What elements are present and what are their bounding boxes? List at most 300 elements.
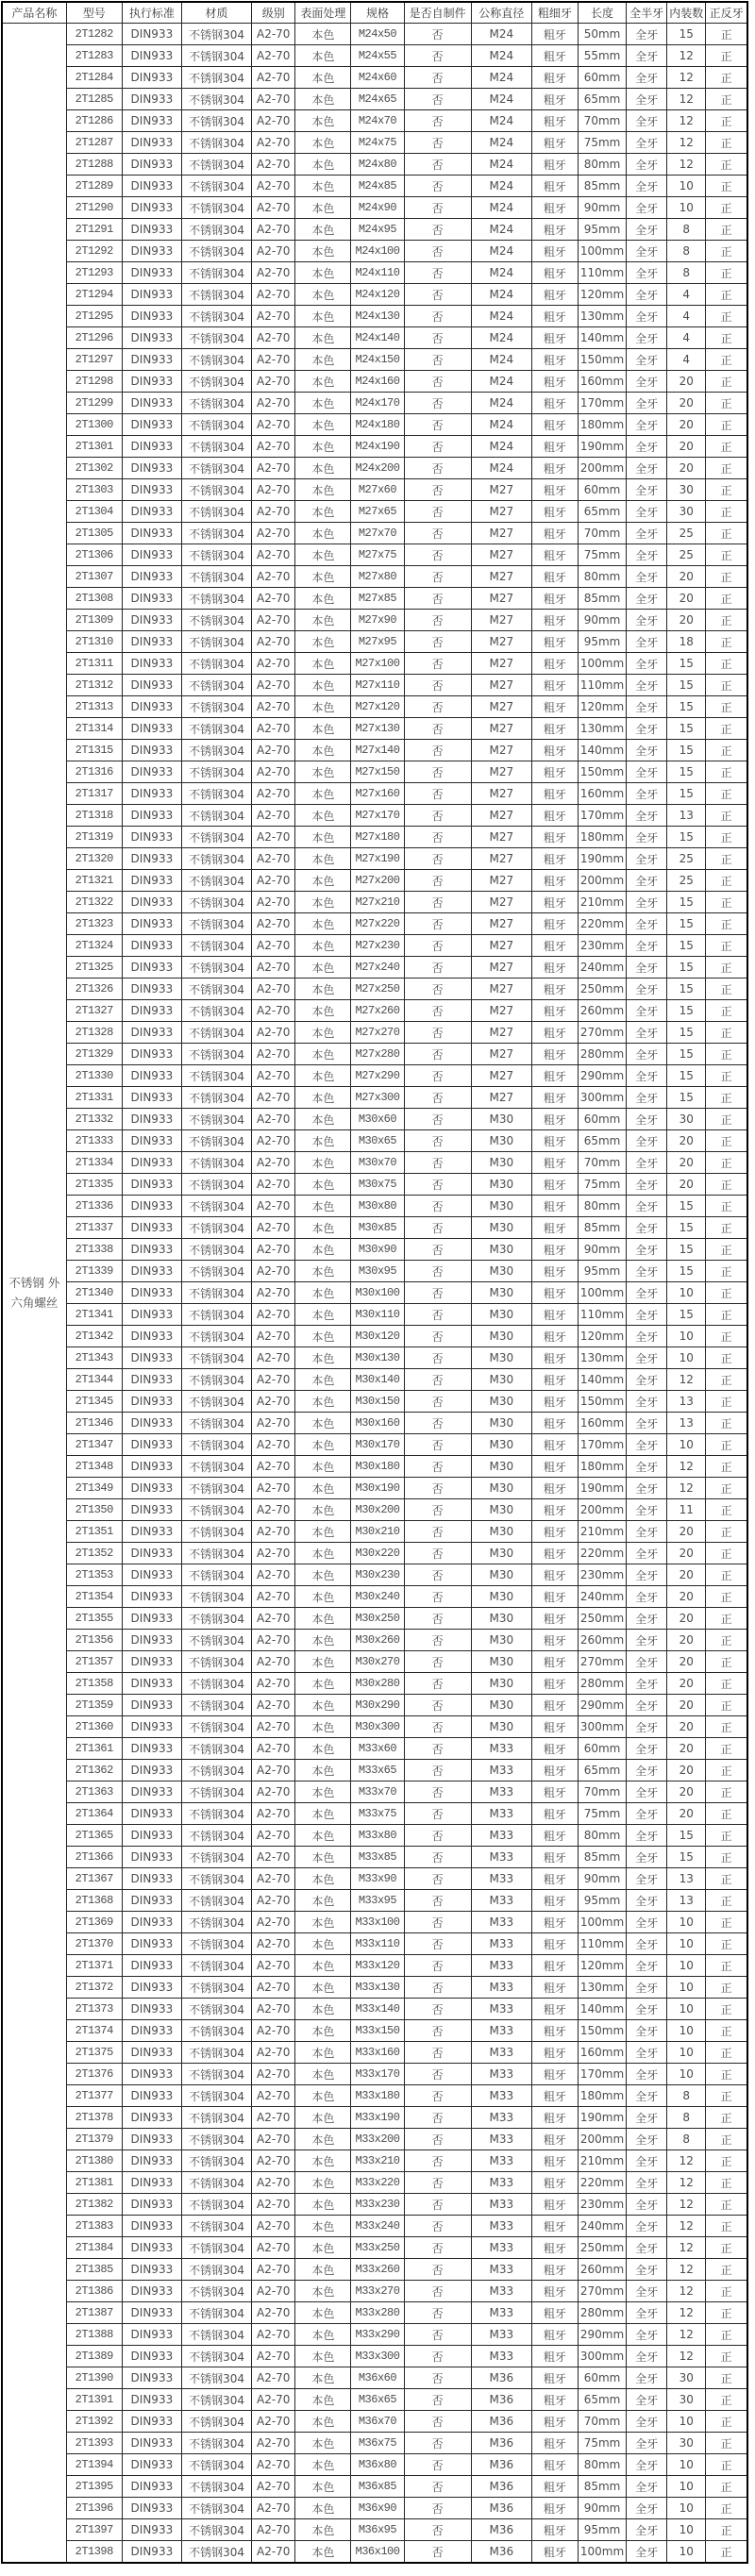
thread-coverage-cell: 全牙 xyxy=(627,284,667,306)
thread-pitch-cell: 粗牙 xyxy=(531,2194,578,2216)
thread-coverage-cell: 全牙 xyxy=(627,1868,667,1890)
self-made-cell: 否 xyxy=(404,2541,471,2564)
material-cell: 不锈钢304 xyxy=(181,1000,251,1022)
table-row xyxy=(2,2150,747,2172)
material-cell: 不锈钢304 xyxy=(181,1152,251,1174)
diameter-cell: M30 xyxy=(471,1391,531,1413)
model-cell: 2T1299 xyxy=(66,393,122,414)
table-row xyxy=(2,1478,747,1499)
self-made-cell: 否 xyxy=(404,1109,471,1130)
thread-coverage-cell: 全牙 xyxy=(627,1196,667,1217)
model-cell: 2T1364 xyxy=(66,1803,122,1825)
grade-cell: A2-70 xyxy=(252,1152,295,1174)
col-header-standard: 执行标准 xyxy=(122,2,181,24)
table-row xyxy=(2,45,747,67)
length-cell: 130mm xyxy=(578,1347,626,1369)
thread-direction-cell: 正 xyxy=(706,1000,747,1022)
thread-direction-cell: 正 xyxy=(706,2150,747,2172)
self-made-cell: 否 xyxy=(404,2172,471,2194)
pack-qty-cell: 15 xyxy=(667,827,706,848)
standard-cell: DIN933 xyxy=(122,1217,181,1239)
thread-direction-cell: 正 xyxy=(706,1326,747,1347)
material-cell: 不锈钢304 xyxy=(181,2085,251,2107)
thread-coverage-cell: 全牙 xyxy=(627,2237,667,2259)
surface-cell: 本色 xyxy=(295,588,351,610)
grade-cell: A2-70 xyxy=(252,2541,295,2564)
model-cell: 2T1390 xyxy=(66,2367,122,2389)
pack-qty-cell: 15 xyxy=(667,1065,706,1087)
pack-qty-cell: 15 xyxy=(667,1196,706,1217)
material-cell: 不锈钢304 xyxy=(181,2237,251,2259)
table-row xyxy=(2,1152,747,1174)
grade-cell: A2-70 xyxy=(252,436,295,458)
material-cell: 不锈钢304 xyxy=(181,501,251,523)
pack-qty-cell: 12 xyxy=(667,2237,706,2259)
self-made-cell: 否 xyxy=(404,805,471,827)
spec-cell: M33x280 xyxy=(351,2302,404,2324)
grade-cell: A2-70 xyxy=(252,2085,295,2107)
grade-cell: A2-70 xyxy=(252,523,295,544)
length-cell: 150mm xyxy=(578,1391,626,1413)
standard-cell: DIN933 xyxy=(122,2259,181,2281)
pack-qty-cell: 15 xyxy=(667,1239,706,1261)
model-cell: 2T1385 xyxy=(66,2259,122,2281)
grade-cell: A2-70 xyxy=(252,1933,295,1955)
grade-cell: A2-70 xyxy=(252,2324,295,2346)
pack-qty-cell: 10 xyxy=(667,176,706,197)
self-made-cell: 否 xyxy=(404,1933,471,1955)
thread-direction-cell: 正 xyxy=(706,588,747,610)
grade-cell: A2-70 xyxy=(252,1347,295,1369)
surface-cell: 本色 xyxy=(295,2433,351,2454)
self-made-cell: 否 xyxy=(404,2194,471,2216)
pack-qty-cell: 20 xyxy=(667,1651,706,1673)
pack-qty-cell: 20 xyxy=(667,1543,706,1564)
model-cell: 2T1315 xyxy=(66,740,122,761)
standard-cell: DIN933 xyxy=(122,1196,181,1217)
self-made-cell: 否 xyxy=(404,219,471,241)
table-row xyxy=(2,1955,747,1977)
standard-cell: DIN933 xyxy=(122,2064,181,2085)
thread-coverage-cell: 全牙 xyxy=(627,2498,667,2519)
thread-coverage-cell: 全牙 xyxy=(627,2020,667,2042)
table-row xyxy=(2,2367,747,2389)
surface-cell: 本色 xyxy=(295,2064,351,2085)
thread-direction-cell: 正 xyxy=(706,2411,747,2433)
diameter-cell: M30 xyxy=(471,1347,531,1369)
length-cell: 270mm xyxy=(578,1022,626,1044)
model-cell: 2T1374 xyxy=(66,2020,122,2042)
standard-cell: DIN933 xyxy=(122,327,181,349)
self-made-cell: 否 xyxy=(404,67,471,89)
table-row xyxy=(2,740,747,761)
grade-cell: A2-70 xyxy=(252,2020,295,2042)
diameter-cell: M24 xyxy=(471,393,531,414)
spec-cell: M27x110 xyxy=(351,675,404,696)
pack-qty-cell: 15 xyxy=(667,653,706,675)
length-cell: 50mm xyxy=(578,24,626,45)
diameter-cell: M30 xyxy=(471,1130,531,1152)
diameter-cell: M27 xyxy=(471,1087,531,1109)
self-made-cell: 否 xyxy=(404,2042,471,2064)
grade-cell: A2-70 xyxy=(252,1044,295,1065)
pack-qty-cell: 15 xyxy=(667,718,706,740)
pack-qty-cell: 15 xyxy=(667,675,706,696)
thread-direction-cell: 正 xyxy=(706,458,747,479)
pack-qty-cell: 20 xyxy=(667,1174,706,1196)
thread-coverage-cell: 全牙 xyxy=(627,1478,667,1499)
thread-direction-cell: 正 xyxy=(706,2498,747,2519)
pack-qty-cell: 25 xyxy=(667,870,706,892)
grade-cell: A2-70 xyxy=(252,1391,295,1413)
standard-cell: DIN933 xyxy=(122,913,181,935)
surface-cell: 本色 xyxy=(295,957,351,979)
thread-pitch-cell: 粗牙 xyxy=(531,2020,578,2042)
length-cell: 90mm xyxy=(578,1239,626,1261)
grade-cell: A2-70 xyxy=(252,740,295,761)
spec-cell: M24x200 xyxy=(351,458,404,479)
surface-cell: 本色 xyxy=(295,1152,351,1174)
thread-direction-cell: 正 xyxy=(706,45,747,67)
thread-coverage-cell: 全牙 xyxy=(627,1174,667,1196)
table-row xyxy=(2,1673,747,1695)
thread-direction-cell: 正 xyxy=(706,154,747,176)
surface-cell: 本色 xyxy=(295,24,351,45)
spec-cell: M24x110 xyxy=(351,262,404,284)
grade-cell: A2-70 xyxy=(252,371,295,393)
table-row xyxy=(2,2454,747,2476)
surface-cell: 本色 xyxy=(295,1999,351,2020)
thread-direction-cell: 正 xyxy=(706,718,747,740)
diameter-cell: M27 xyxy=(471,566,531,588)
self-made-cell: 否 xyxy=(404,1022,471,1044)
pack-qty-cell: 15 xyxy=(667,696,706,718)
table-row xyxy=(2,2194,747,2216)
thread-pitch-cell: 粗牙 xyxy=(531,1456,578,1478)
thread-coverage-cell: 全牙 xyxy=(627,2302,667,2324)
self-made-cell: 否 xyxy=(404,327,471,349)
diameter-cell: M24 xyxy=(471,371,531,393)
self-made-cell: 否 xyxy=(404,2020,471,2042)
thread-direction-cell: 正 xyxy=(706,110,747,132)
material-cell: 不锈钢304 xyxy=(181,2216,251,2237)
pack-qty-cell: 10 xyxy=(667,2064,706,2085)
standard-cell: DIN933 xyxy=(122,935,181,957)
standard-cell: DIN933 xyxy=(122,1586,181,1608)
thread-coverage-cell: 全牙 xyxy=(627,349,667,371)
surface-cell: 本色 xyxy=(295,2302,351,2324)
thread-direction-cell: 正 xyxy=(706,1130,747,1152)
table-row xyxy=(2,675,747,696)
grade-cell: A2-70 xyxy=(252,913,295,935)
pack-qty-cell: 12 xyxy=(667,1456,706,1478)
material-cell: 不锈钢304 xyxy=(181,2476,251,2498)
diameter-cell: M36 xyxy=(471,2498,531,2519)
grade-cell: A2-70 xyxy=(252,2107,295,2129)
thread-coverage-cell: 全牙 xyxy=(627,110,667,132)
standard-cell: DIN933 xyxy=(122,1456,181,1478)
self-made-cell: 否 xyxy=(404,1000,471,1022)
pack-qty-cell: 15 xyxy=(667,913,706,935)
standard-cell: DIN933 xyxy=(122,1608,181,1630)
thread-coverage-cell: 全牙 xyxy=(627,1977,667,1999)
thread-coverage-cell: 全牙 xyxy=(627,1738,667,1760)
standard-cell: DIN933 xyxy=(122,1543,181,1564)
spec-cell: M33x250 xyxy=(351,2237,404,2259)
length-cell: 120mm xyxy=(578,1326,626,1347)
model-cell: 2T1396 xyxy=(66,2498,122,2519)
model-cell: 2T1353 xyxy=(66,1564,122,1586)
thread-direction-cell: 正 xyxy=(706,67,747,89)
diameter-cell: M24 xyxy=(471,24,531,45)
thread-pitch-cell: 粗牙 xyxy=(531,2454,578,2476)
thread-direction-cell: 正 xyxy=(706,1499,747,1521)
diameter-cell: M30 xyxy=(471,1196,531,1217)
thread-direction-cell: 正 xyxy=(706,479,747,501)
thread-direction-cell: 正 xyxy=(706,284,747,306)
grade-cell: A2-70 xyxy=(252,827,295,848)
table-row xyxy=(2,2216,747,2237)
length-cell: 250mm xyxy=(578,979,626,1000)
thread-direction-cell: 正 xyxy=(706,2085,747,2107)
diameter-cell: M24 xyxy=(471,132,531,154)
material-cell: 不锈钢304 xyxy=(181,610,251,631)
model-cell: 2T1349 xyxy=(66,1478,122,1499)
header-row xyxy=(2,2,747,24)
thread-direction-cell: 正 xyxy=(706,2107,747,2129)
thread-direction-cell: 正 xyxy=(706,827,747,848)
surface-cell: 本色 xyxy=(295,1174,351,1196)
standard-cell: DIN933 xyxy=(122,1651,181,1673)
pack-qty-cell: 20 xyxy=(667,1586,706,1608)
material-cell: 不锈钢304 xyxy=(181,1065,251,1087)
spec-cell: M27x190 xyxy=(351,848,404,870)
diameter-cell: M30 xyxy=(471,1369,531,1391)
diameter-cell: M27 xyxy=(471,935,531,957)
standard-cell: DIN933 xyxy=(122,479,181,501)
thread-direction-cell: 正 xyxy=(706,631,747,653)
thread-direction-cell: 正 xyxy=(706,1434,747,1456)
thread-coverage-cell: 全牙 xyxy=(627,610,667,631)
model-cell: 2T1339 xyxy=(66,1261,122,1282)
pack-qty-cell: 10 xyxy=(667,1326,706,1347)
diameter-cell: M33 xyxy=(471,1803,531,1825)
self-made-cell: 否 xyxy=(404,306,471,327)
standard-cell: DIN933 xyxy=(122,1239,181,1261)
diameter-cell: M33 xyxy=(471,1977,531,1999)
model-cell: 2T1397 xyxy=(66,2519,122,2541)
table-row xyxy=(2,24,747,45)
material-cell: 不锈钢304 xyxy=(181,2519,251,2541)
self-made-cell: 否 xyxy=(404,696,471,718)
standard-cell: DIN933 xyxy=(122,1347,181,1369)
length-cell: 170mm xyxy=(578,393,626,414)
thread-coverage-cell: 全牙 xyxy=(627,761,667,783)
table-row xyxy=(2,501,747,523)
thread-direction-cell: 正 xyxy=(706,2476,747,2498)
thread-pitch-cell: 粗牙 xyxy=(531,827,578,848)
diameter-cell: M30 xyxy=(471,1174,531,1196)
spec-cell: M27x100 xyxy=(351,653,404,675)
model-cell: 2T1334 xyxy=(66,1152,122,1174)
pack-qty-cell: 30 xyxy=(667,1109,706,1130)
length-cell: 220mm xyxy=(578,2172,626,2194)
length-cell: 95mm xyxy=(578,1890,626,1912)
surface-cell: 本色 xyxy=(295,154,351,176)
model-cell: 2T1343 xyxy=(66,1347,122,1369)
grade-cell: A2-70 xyxy=(252,2042,295,2064)
grade-cell: A2-70 xyxy=(252,24,295,45)
col-header-spec: 规格 xyxy=(351,2,404,24)
grade-cell: A2-70 xyxy=(252,1890,295,1912)
self-made-cell: 否 xyxy=(404,1261,471,1282)
thread-direction-cell: 正 xyxy=(706,1738,747,1760)
self-made-cell: 否 xyxy=(404,761,471,783)
standard-cell: DIN933 xyxy=(122,1760,181,1781)
table-row xyxy=(2,761,747,783)
length-cell: 150mm xyxy=(578,2020,626,2042)
grade-cell: A2-70 xyxy=(252,1130,295,1152)
spec-cell: M24x60 xyxy=(351,67,404,89)
thread-coverage-cell: 全牙 xyxy=(627,1087,667,1109)
model-cell: 2T1393 xyxy=(66,2433,122,2454)
thread-pitch-cell: 粗牙 xyxy=(531,1217,578,1239)
table-row xyxy=(2,1347,747,1369)
thread-direction-cell: 正 xyxy=(706,1933,747,1955)
length-cell: 180mm xyxy=(578,414,626,436)
thread-coverage-cell: 全牙 xyxy=(627,544,667,566)
thread-direction-cell: 正 xyxy=(706,935,747,957)
pack-qty-cell: 30 xyxy=(667,2389,706,2411)
grade-cell: A2-70 xyxy=(252,2346,295,2367)
model-cell: 2T1330 xyxy=(66,1065,122,1087)
model-cell: 2T1298 xyxy=(66,371,122,393)
pack-qty-cell: 12 xyxy=(667,2302,706,2324)
diameter-cell: M24 xyxy=(471,327,531,349)
length-cell: 100mm xyxy=(578,2541,626,2564)
material-cell: 不锈钢304 xyxy=(181,2194,251,2216)
self-made-cell: 否 xyxy=(404,2129,471,2150)
surface-cell: 本色 xyxy=(295,1847,351,1868)
pack-qty-cell: 8 xyxy=(667,241,706,262)
col-header-grade: 级别 xyxy=(252,2,295,24)
thread-direction-cell: 正 xyxy=(706,979,747,1000)
material-cell: 不锈钢304 xyxy=(181,566,251,588)
material-cell: 不锈钢304 xyxy=(181,696,251,718)
thread-direction-cell: 正 xyxy=(706,1239,747,1261)
length-cell: 65mm xyxy=(578,89,626,110)
length-cell: 180mm xyxy=(578,2085,626,2107)
spec-cell: M27x280 xyxy=(351,1044,404,1065)
pack-qty-cell: 15 xyxy=(667,957,706,979)
surface-cell: 本色 xyxy=(295,1347,351,1369)
self-made-cell: 否 xyxy=(404,718,471,740)
table-row xyxy=(2,1608,747,1630)
standard-cell: DIN933 xyxy=(122,89,181,110)
diameter-cell: M24 xyxy=(471,219,531,241)
standard-cell: DIN933 xyxy=(122,414,181,436)
self-made-cell: 否 xyxy=(404,913,471,935)
length-cell: 200mm xyxy=(578,2129,626,2150)
grade-cell: A2-70 xyxy=(252,2216,295,2237)
table-row xyxy=(2,458,747,479)
surface-cell: 本色 xyxy=(295,1000,351,1022)
thread-coverage-cell: 全牙 xyxy=(627,1347,667,1369)
material-cell: 不锈钢304 xyxy=(181,1239,251,1261)
thread-direction-cell: 正 xyxy=(706,957,747,979)
thread-direction-cell: 正 xyxy=(706,1521,747,1543)
grade-cell: A2-70 xyxy=(252,1239,295,1261)
surface-cell: 本色 xyxy=(295,349,351,371)
surface-cell: 本色 xyxy=(295,848,351,870)
grade-cell: A2-70 xyxy=(252,1456,295,1478)
spec-cell: M30x270 xyxy=(351,1651,404,1673)
standard-cell: DIN933 xyxy=(122,1673,181,1695)
thread-coverage-cell: 全牙 xyxy=(627,154,667,176)
pack-qty-cell: 4 xyxy=(667,306,706,327)
thread-pitch-cell: 粗牙 xyxy=(531,24,578,45)
spec-cell: M33x100 xyxy=(351,1912,404,1933)
diameter-cell: M36 xyxy=(471,2411,531,2433)
thread-direction-cell: 正 xyxy=(706,1564,747,1586)
length-cell: 65mm xyxy=(578,501,626,523)
surface-cell: 本色 xyxy=(295,783,351,805)
standard-cell: DIN933 xyxy=(122,1434,181,1456)
self-made-cell: 否 xyxy=(404,24,471,45)
pack-qty-cell: 15 xyxy=(667,1044,706,1065)
spec-cell: M30x170 xyxy=(351,1434,404,1456)
pack-qty-cell: 12 xyxy=(667,154,706,176)
self-made-cell: 否 xyxy=(404,154,471,176)
surface-cell: 本色 xyxy=(295,892,351,913)
pack-qty-cell: 15 xyxy=(667,1261,706,1282)
thread-coverage-cell: 全牙 xyxy=(627,2541,667,2564)
pack-qty-cell: 12 xyxy=(667,132,706,154)
thread-coverage-cell: 全牙 xyxy=(627,458,667,479)
spec-cell: M30x240 xyxy=(351,1586,404,1608)
table-row xyxy=(2,1890,747,1912)
thread-pitch-cell: 粗牙 xyxy=(531,1803,578,1825)
length-cell: 85mm xyxy=(578,176,626,197)
pack-qty-cell: 10 xyxy=(667,2020,706,2042)
spec-cell: M30x210 xyxy=(351,1521,404,1543)
thread-direction-cell: 正 xyxy=(706,2433,747,2454)
material-cell: 不锈钢304 xyxy=(181,1174,251,1196)
length-cell: 60mm xyxy=(578,2367,626,2389)
material-cell: 不锈钢304 xyxy=(181,783,251,805)
thread-direction-cell: 正 xyxy=(706,1955,747,1977)
length-cell: 210mm xyxy=(578,1521,626,1543)
diameter-cell: M33 xyxy=(471,1890,531,1912)
model-cell: 2T1342 xyxy=(66,1326,122,1347)
grade-cell: A2-70 xyxy=(252,1543,295,1564)
standard-cell: DIN933 xyxy=(122,1413,181,1434)
self-made-cell: 否 xyxy=(404,2454,471,2476)
model-cell: 2T1317 xyxy=(66,783,122,805)
grade-cell: A2-70 xyxy=(252,1781,295,1803)
grade-cell: A2-70 xyxy=(252,1564,295,1586)
length-cell: 130mm xyxy=(578,306,626,327)
surface-cell: 本色 xyxy=(295,479,351,501)
diameter-cell: M30 xyxy=(471,1326,531,1347)
grade-cell: A2-70 xyxy=(252,306,295,327)
thread-pitch-cell: 粗牙 xyxy=(531,393,578,414)
model-cell: 2T1284 xyxy=(66,67,122,89)
pack-qty-cell: 10 xyxy=(667,1999,706,2020)
standard-cell: DIN933 xyxy=(122,761,181,783)
model-cell: 2T1378 xyxy=(66,2107,122,2129)
self-made-cell: 否 xyxy=(404,89,471,110)
